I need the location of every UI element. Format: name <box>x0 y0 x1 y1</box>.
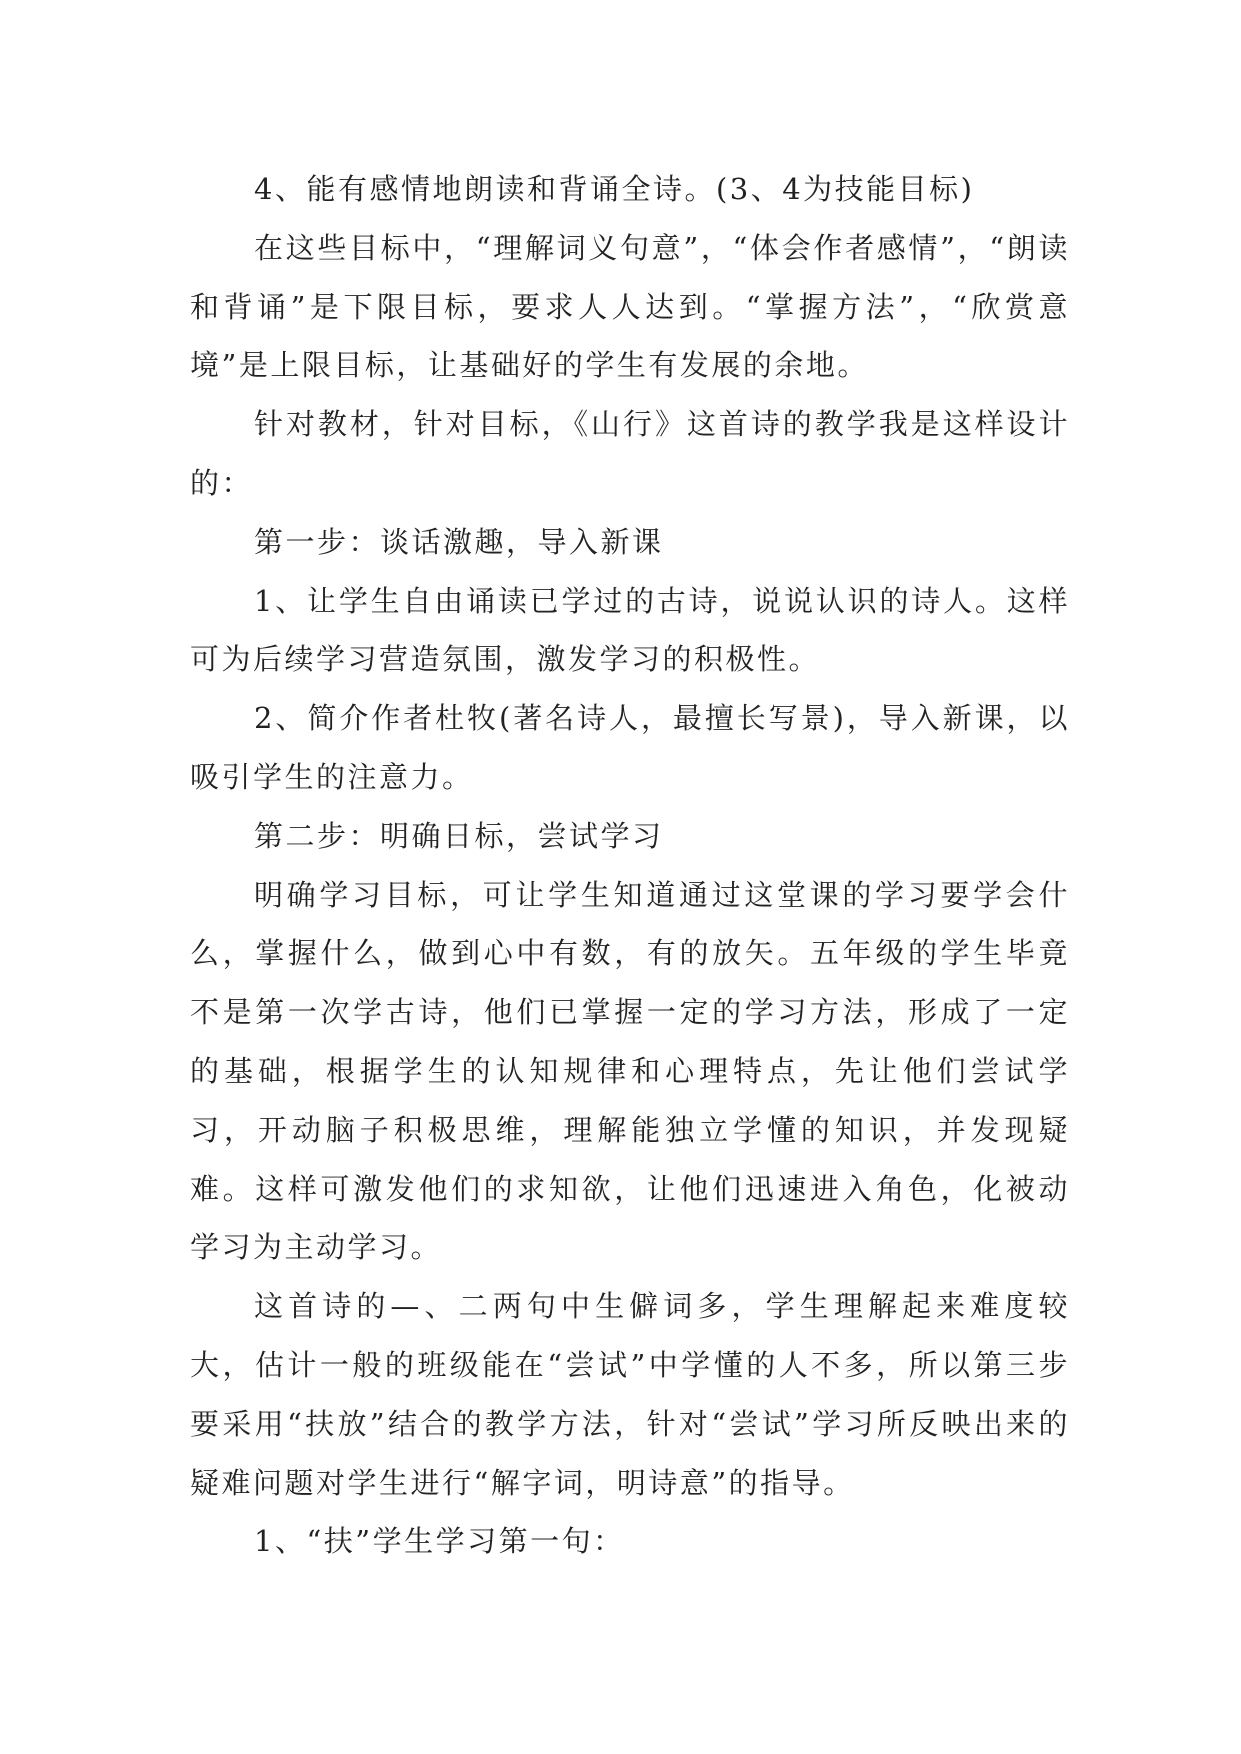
paragraph-step-one-item-2: 2、简介作者杜牧(著名诗人，最擅长写景)，导入新课，以吸引学生的注意力。 <box>190 701 1070 794</box>
heading-step-one: 第一步：谈话激趣，导入新课 <box>254 524 664 559</box>
heading-step-two: 第二步：明确日标，尝试学习 <box>254 818 664 853</box>
paragraph-skill-goal: 4、能有感情地朗读和背诵全诗。(3、4为技能目标) <box>254 172 975 206</box>
paragraph-design-intro: 针对教材，针对目标，《山行》这首诗的教学我是这样设计的： <box>190 407 1070 500</box>
paragraph-step-three-intro: 这首诗的—、二两句中生僻词多，学生理解起来难度较大，估计一般的班级能在“尝试”中学懂的人不多，所以第三步要采用“扶放”结合的教学方法，针对“尝试”学习所反映出来的疑难问题对学生进行“解字词，明诗意”的指导。 <box>190 1289 1070 1500</box>
paragraph-first-line-guidance: 1、“扶”学生学习第一句： <box>254 1524 625 1559</box>
body-text <box>190 160 1070 1571</box>
paragraph-goal-levels: 在这些目标中，“理解词义句意”，“体会作者感情”，“朗读和背诵”是下限目标，要求人人达到。“掌握方法”，“欣赏意境”是上限目标，让基础好的学生有发展的余地。 <box>190 230 1070 383</box>
paragraph-step-two-body: 明确学习目标，可让学生知道通过这堂课的学习要学会什么，掌握什么，做到心中有数，有的放矢。五年级的学生毕竟不是第一次学古诗，他们已掌握一定的学习方法，形成了一定的基础，根据学生的认知规律和心理特点，先让他们尝试学习，开动脑子积极思维，理解能独立学懂的知识，并发现疑难。这样可激发他们的求知欲，让他们迅速进入角色，化被动学习为主动学习。 <box>190 877 1070 1265</box>
paragraph-step-one-item-1: 1、让学生自由诵读已学过的古诗，说说认识的诗人。这样可为后续学习营造氛围，激发学习的积极性。 <box>190 583 1070 677</box>
